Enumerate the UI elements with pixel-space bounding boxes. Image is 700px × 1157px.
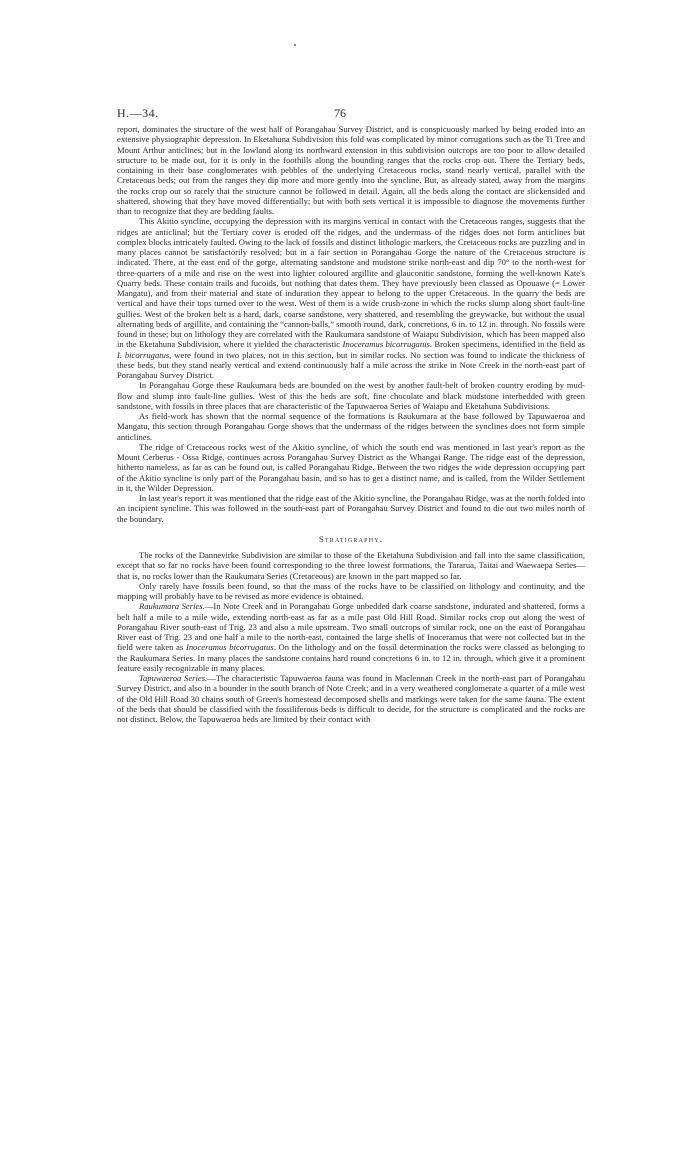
paragraph — [117, 673, 585, 724]
paragraph-text: The ridge of Cretaceous rocks west of the Akitio syncline, of which the south end was mentioned in last year's report as the Mount Cerberus - Ossa Ridge, continues across Porangahau Survey District as the Whangai Range. The ridge east of the depression, hitherto nameless, as far as can be found out, is called Porangahau Ridge. Between the two ridges the wide depression occupying part of the Akitio syncline is only part of the Porangahau basin, and so has to get a distinct name, and is called, from the Wilder Settlement in it, the Wilder Depression. — [117, 441, 585, 493]
paragraph — [117, 442, 585, 493]
italic-text: I. bicorrugatus — [117, 349, 170, 360]
paragraph — [117, 493, 585, 524]
section-heading-stratigraphy: Stratigraphy. — [318, 533, 384, 544]
italic-text: Inoceramus bicorrugatus — [342, 339, 430, 350]
paragraph-text: —In Note Creek and in Porangahau Gorge unbedded dark coarse sandstone, indurated and shattered, forms a belt half a mile to a mile wide, extending north-east as far as a mile past Old Hill Road. Similar rocks crop out along the west of Porangahau River south-east of Trig. 23 and also a mile upstream. Two small outcrops of similar rock, one on the east of Porangahau River east of Trig. 23 and one half a mile to the north-east, contained the large shells of Inoceramus that were not collected but in the field were taken as — [117, 601, 585, 653]
paragraph-text: The rocks of the Dannevirke Subdivision are similar to those of the Eketahuna Subdivision and fall into the same classification, except that so far no rocks have been found corresponding to the three lowest formations, the Tararua, Taitai and Waewaepa Series—that is, no rocks lower than the Raukumara Series (Cretaceous) are known in the part mapped so far. — [117, 550, 585, 581]
italic-text: Inoceramus bicorrugatus — [186, 642, 274, 653]
paragraph — [117, 124, 585, 216]
paragraph-text: . On the lithology and on the fossil determination the rocks were classed as belonging to the Raukumara Series. In many places the sandstone contains hard round concretions 6 in. to 12 in. through, which give it a prominent feature easily recognizable in many places. — [117, 642, 585, 673]
paragraph-text: In Porangahau Gorge these Raukumara beds are bounded on the west by another fault-belt of broken country eroding by mud-flow and slump into fault-line gullies. West of this the beds are soft, fine chocolate and black mudstone interbedded with green sandstone, with fossils in three places that are characteristic of the Tapuwaeroa Series of Waiapu and Eketahuna Subdivisions. — [117, 380, 585, 411]
paragraph-text: , were found in two places, not in this section, but in similar rocks. No section was found to indicate the thickness of these beds, but they stand nearly vertical and extend continuously half a mile across the strike in Note Creek in the north-east part of Porangahau Survey District. — [117, 349, 585, 380]
body-text — [117, 124, 585, 724]
page-number: 76 — [334, 106, 346, 120]
paragraph — [117, 601, 585, 673]
paragraph-text: As field-work has shown that the normal sequence of the formations is Raukumara at the base followed by Tapuwaeroa and Mangatu, this section through Porangahau Gorge shows that the undermass of the ridges between the synclines does not form simple anticlines. — [117, 411, 585, 442]
italic-text: Tapuwaeroa Series. — [139, 673, 208, 683]
italic-text: Raukumara Series. — [139, 601, 205, 612]
stratigraphy-section — [117, 550, 585, 724]
paragraph-text: report, dominates the structure of the west half of Porangahau Survey District, and is conspicuously marked by being eroded into an extensive physiographic depression. In Eketahuna Subdivision this fold was complicated by minor corrugations such as the Ti Tree and Mount Arthur anticlines; but in the lowland along its northward extension in this subdivision outcrops are too poor to allow detailed structure to be made out, for it is only in the foothills along the bounding ranges that the rocks crop out. There the Tertiary beds, containing in their base conglomerates with pebbles of the underlying Cretaceous rocks, stand nearly vertical, parallel with the Cretaceous beds; out from the ranges they dip more and more gently into the syncline. But, as already stated, away from the margins the rocks crop out so rarely that the structure cannot be followed in detail. Again, all the beds along the contact are slickensided and shattered, showing that they have moved differentially; but with both sets vertical it is impossible to diagnose the movements further than to recognize that they are bedding faults. — [117, 124, 585, 216]
scan-speck — [294, 44, 296, 46]
structure-section — [117, 124, 585, 524]
page-header — [0, 106, 700, 122]
paragraph-text: In last year's report it was mentioned that the ridge east of the Akitio syncline, the Porangahau Ridge, was at the north folded into an incipient syncline. This was followed in the south-east part of Porangahau Survey District and found to die out two miles north of the boundary. — [117, 493, 585, 524]
paragraph — [117, 550, 585, 581]
paragraph-text: This Akitio syncline, occupying the depression with its margins vertical in contact with the Cretaceous ranges, suggests that the ridges are anticlinal; but the Tertiary cover is eroded off the ridges, and the undermass of the ridges does not form anticlines but complex blocks intricately faulted. Owing to the lack of fossils and distinct lithologic markers, the Cretaceous rocks are puzzling and in many places cannot be satisfactorily resolved; but in a fair section in Porangahau Gorge the nature of the Cretaceous structure is indicated. There, at the east end of the gorge, alternating sandstone and mudstone strike north-east and dip 70° to the north-west for three-quarters of a mile and rise on the west into lighter coloured argillite and glauconitic sandstone, forming the well-known Kate's Quarry beds. These contain trails and fucoids, but nothing that dates them. They have previously been classed as Opouawe (= Lower Mangatu), and from their material and state of induration they appear to belong to the upper Cretaceous. In the quarry the beds are vertical and have their tops turned over to the west. West of them is a wide crush-zone in which the rocks slump along short fault-line gullies. West of the broken belt is a hard, dark, coarse sandstone, very shattered, and resembling the greywacke, but without the usual alternating beds of argillite, and containing the “cannon-balls,” smooth round, dark, concretions, 6 in. to 12 in. through. No fossils were found in these; but on lithology they are correlated with the Raukumara sandstone of Waiapu Subdivision, which has been mapped also in the Eketahuna Subdivision, where it yielded the characteristic — [117, 216, 585, 350]
paragraph — [117, 411, 585, 442]
document-reference: H.—34. — [117, 106, 159, 120]
paragraph-text: —The characteristic Tapuwaeroa fauna was found in Maclennan Creek in the north-east part of Porangahau Survey District, and also in a bounder in the south branch of Note Creek; and in a very weathered conglomerate a quarter of a mile west of the Old Hill Road 30 chains south of Green's homestead decomposed shells and markings were taken for the same fauna. The extent of the beds that should be classified with the fossiliferous beds is difficult to decide, for the structure is complicated and the rocks are not distinct. Below, the Tapuwaeroa beds are limited by their contact with — [117, 673, 585, 724]
paragraph-text: . Broken specimens, identified in the field as — [429, 339, 585, 350]
paragraph — [117, 581, 585, 602]
paragraph-text: Only rarely have fossils been found, so that the mass of the rocks have to be classified on lithology and continuity, and the mapping will probably have to be revised as more evidence is obtained. — [117, 580, 585, 601]
paragraph — [117, 380, 585, 411]
paragraph — [117, 216, 585, 380]
